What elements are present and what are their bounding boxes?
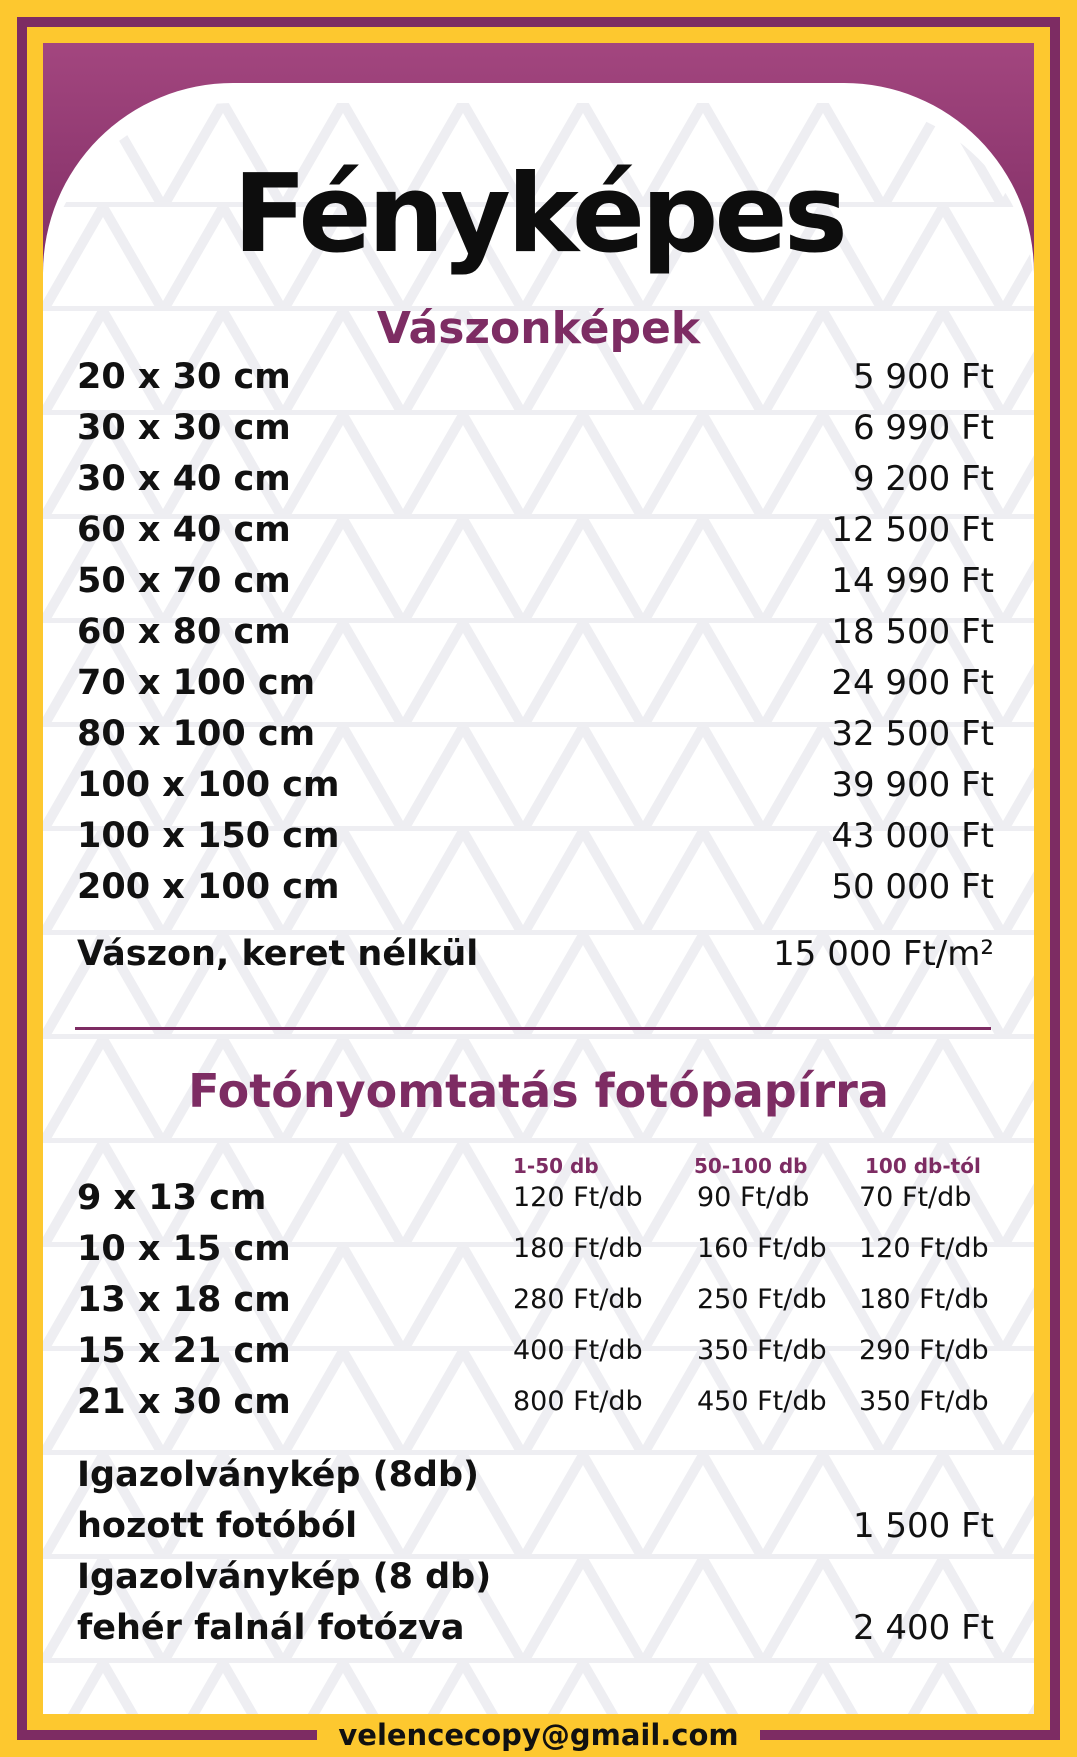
- canvas-size: 30 x 30 cm: [77, 408, 291, 448]
- canvas-size: 60 x 40 cm: [77, 510, 291, 550]
- price-50-100: 350 Ft/db: [697, 1335, 827, 1366]
- page-title: Fényképes: [233, 152, 844, 277]
- photo-print-row: [77, 1329, 1034, 1373]
- column-header-100-plus: 100 db-tól: [865, 1154, 981, 1178]
- canvas-size: 20 x 30 cm: [77, 357, 291, 397]
- canvas-price: 39 900 Ft: [831, 765, 994, 805]
- canvas-no-frame-row: [77, 932, 994, 976]
- section-divider: [75, 1027, 991, 1030]
- price-50-100: 90 Ft/db: [697, 1182, 810, 1213]
- price-100-plus: 120 Ft/db: [859, 1233, 989, 1264]
- canvas-row: [77, 763, 994, 807]
- canvas-row: [77, 406, 994, 450]
- canvas-size: 50 x 70 cm: [77, 561, 291, 601]
- id-photo-1-line2: hozott fotóból: [77, 1506, 358, 1546]
- price-1-50: 180 Ft/db: [513, 1233, 643, 1264]
- id-photo-2-line1: Igazolványkép (8 db): [77, 1557, 492, 1597]
- canvas-size: 200 x 100 cm: [77, 867, 340, 907]
- photo-print-row: [77, 1176, 1034, 1220]
- canvas-heading: Vászonképek: [376, 303, 701, 354]
- canvas-size: 70 x 100 cm: [77, 663, 316, 703]
- price-1-50: 800 Ft/db: [513, 1386, 643, 1417]
- photo-print-row: [77, 1278, 1034, 1322]
- photo-print-row: [77, 1380, 1034, 1424]
- canvas-size: 30 x 40 cm: [77, 459, 291, 499]
- photo-print-row: [77, 1227, 1034, 1271]
- canvas-price: 12 500 Ft: [831, 510, 994, 550]
- photo-size: 15 x 21 cm: [77, 1331, 291, 1371]
- price-100-plus: 290 Ft/db: [859, 1335, 989, 1366]
- price-1-50: 280 Ft/db: [513, 1284, 643, 1315]
- canvas-size: 60 x 80 cm: [77, 612, 291, 652]
- canvas-row: [77, 610, 994, 654]
- photo-size: 21 x 30 cm: [77, 1382, 291, 1422]
- canvas-no-frame-label: Vászon, keret nélkül: [77, 934, 479, 974]
- price-1-50: 400 Ft/db: [513, 1335, 643, 1366]
- content-layer: [43, 43, 1034, 1714]
- canvas-price: 5 900 Ft: [852, 357, 994, 397]
- photo-size: 9 x 13 cm: [77, 1178, 267, 1218]
- canvas-row: [77, 559, 994, 603]
- id-photo-2-line2: fehér falnál fotózva: [77, 1608, 465, 1648]
- canvas-size: 100 x 100 cm: [77, 765, 340, 805]
- canvas-price: 9 200 Ft: [852, 459, 994, 499]
- photo-size: 10 x 15 cm: [77, 1229, 291, 1269]
- canvas-row: [77, 661, 994, 705]
- canvas-row: [77, 814, 994, 858]
- photo-print-heading: Fotónyomtatás fotópapírra: [188, 1064, 889, 1118]
- price-100-plus: 180 Ft/db: [859, 1284, 989, 1315]
- price-50-100: 250 Ft/db: [697, 1284, 827, 1315]
- price-100-plus: 350 Ft/db: [859, 1386, 989, 1417]
- canvas-price: 6 990 Ft: [852, 408, 994, 448]
- price-1-50: 120 Ft/db: [513, 1182, 643, 1213]
- price-100-plus: 70 Ft/db: [859, 1182, 972, 1213]
- canvas-size: 80 x 100 cm: [77, 714, 316, 754]
- canvas-price: 43 000 Ft: [831, 816, 994, 856]
- contact-email: velencecopy@gmail.com: [317, 1718, 760, 1752]
- canvas-size: 100 x 150 cm: [77, 816, 340, 856]
- photo-size: 13 x 18 cm: [77, 1280, 291, 1320]
- canvas-row: [77, 712, 994, 756]
- canvas-price: 18 500 Ft: [831, 612, 994, 652]
- price-50-100: 160 Ft/db: [697, 1233, 827, 1264]
- canvas-price: 50 000 Ft: [831, 867, 994, 907]
- id-photo-1-price: 1 500 Ft: [852, 1506, 994, 1546]
- canvas-price: 32 500 Ft: [831, 714, 994, 754]
- id-photo-1-line1: Igazolványkép (8db): [77, 1455, 480, 1495]
- canvas-row: [77, 508, 994, 552]
- id-photo-2-price: 2 400 Ft: [852, 1608, 994, 1648]
- canvas-row: [77, 457, 994, 501]
- canvas-row: [77, 355, 994, 399]
- column-header-1-50: 1-50 db: [513, 1154, 599, 1178]
- column-header-50-100: 50-100 db: [694, 1154, 808, 1178]
- canvas-no-frame-price: 15 000 Ft/m²: [773, 934, 994, 974]
- canvas-price: 24 900 Ft: [831, 663, 994, 703]
- canvas-price: 14 990 Ft: [831, 561, 994, 601]
- canvas-row: [77, 865, 994, 909]
- price-panel: [43, 43, 1034, 1714]
- price-50-100: 450 Ft/db: [697, 1386, 827, 1417]
